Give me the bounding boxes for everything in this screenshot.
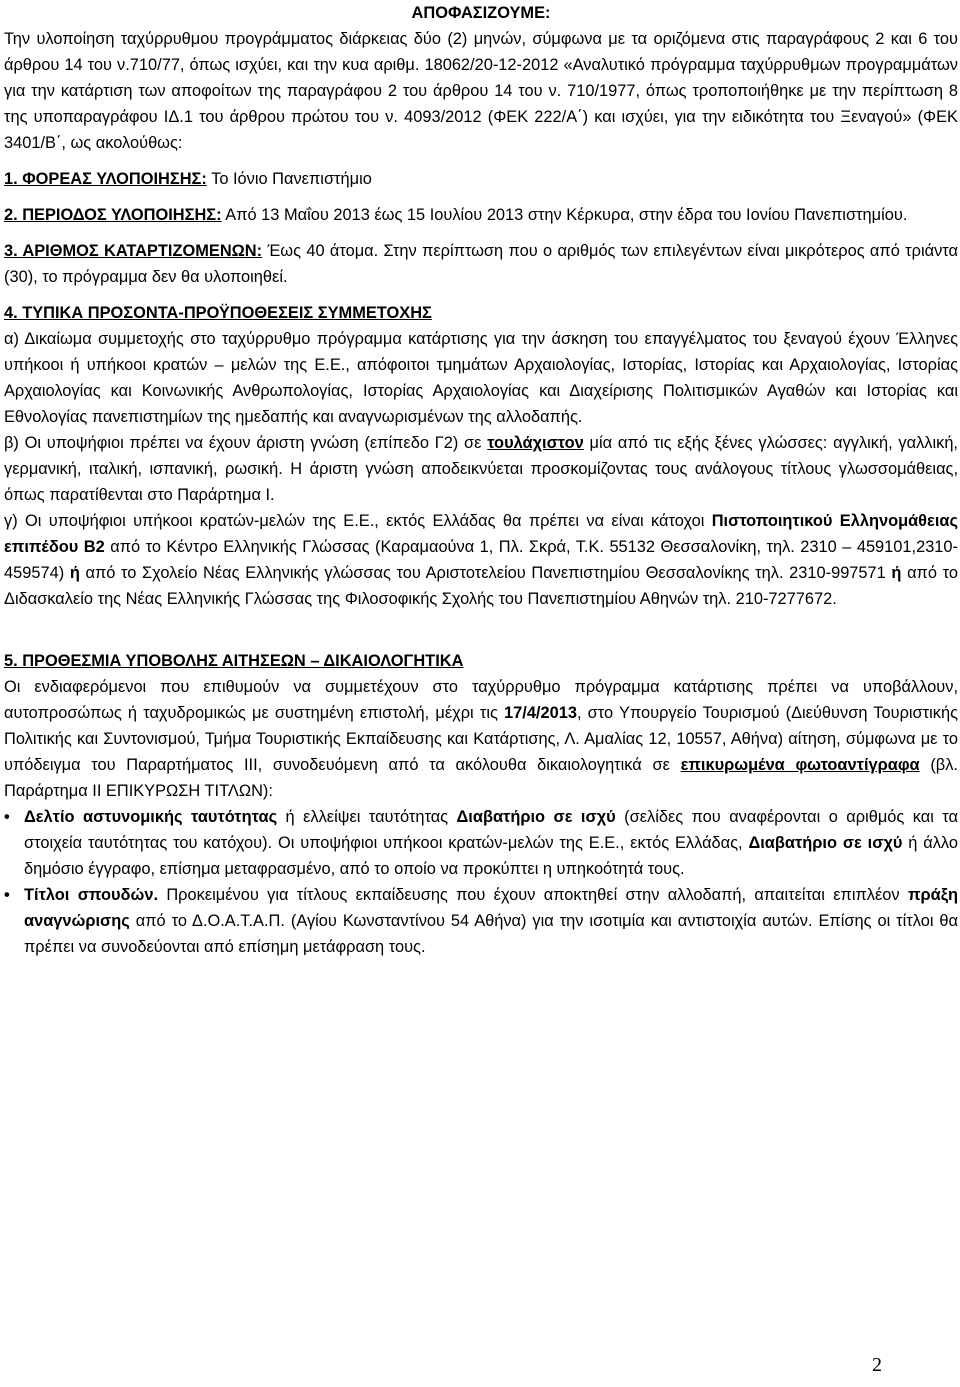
bullet-icon: • bbox=[4, 808, 10, 826]
bullet-icon: • bbox=[4, 886, 10, 904]
section-4-item-b: β) Οι υποψήφιοι πρέπει να έχουν άριστη γνώση (επίπεδο Γ2) σε τουλάχιστον μία από τις εξής ξένες γλώσσες: αγγλική, γαλλική, γερμανική, ιταλική, ισπανική, ρωσική. Η άριστη γνώση αποδεικνύεται προσκομίζοντας τους ανάλογους τίτλους γλωσσομάθειας, όπως παρατίθενται στο Παράρτημα Ι. bbox=[4, 434, 958, 504]
section-1-label: 1. ΦΟΡΕΑΣ ΥΛΟΠΟΙΗΣΗΣ: bbox=[4, 170, 207, 188]
section-3-text: Έως 40 άτομα. Στην περίπτωση που ο αριθμός των επιλεγέντων είναι μικρότερος από τριάντα (30), το πρόγραμμα δεν θα υλοποιηθεί. bbox=[4, 242, 958, 286]
section-4-heading bbox=[4, 300, 958, 326]
section-1-text: Το Ιόνιο Πανεπιστήμιο bbox=[206, 170, 372, 188]
section-4-item-c: γ) Οι υποψήφιοι υπήκοοι κρατών-μελών της Ε.Ε., εκτός Ελλάδας θα πρέπει να είναι κάτοχοι Πιστοποιητικού Ελληνομάθειας επιπέδου Β2 από το Κέντρο Ελληνικής Γλώσσας (Καραμαούνα 1, Πλ. Σκρά, Τ.Κ. 55132 Θεσσαλονίκη, τηλ. 2310 – 459101,2310-459574) ή από το Σχολείο Νέας Ελληνικής γλώσσας του Αριστοτελείου Πανεπιστημίου Θεσσαλονίκης τηλ. 2310-997571 ή από το Διδασκαλείο της Νέας Ελληνικής Γλώσσας της Φιλοσοφικής Σχολής του Πανεπιστημίου Αθηνών τηλ. 210-7277672. bbox=[4, 512, 958, 608]
emphasis-at-least: τουλάχιστον bbox=[487, 434, 584, 452]
bullet-item-degrees: • Τίτλοι σπουδών. Προκειμένου για τίτλους εκπαίδευσης που έχουν αποκτηθεί στην αλλοδαπή, απαιτείται επιπλέον πράξη αναγνώρισης από το Δ.Ο.Α.Τ.Α.Π. (Αγίου Κωνσταντίνου 54 Αθήνα) για την ισοτιμία και αντιστοιχία αυτών. Επίσης οι τίτλοι θα πρέπει να συνοδεύονται από επίσημη μετάφραση τους. bbox=[4, 882, 958, 960]
section-3-label: 3. ΑΡΙΘΜΟΣ ΚΑΤΑΡΤΙΖΟΜΕΝΩΝ: bbox=[4, 242, 263, 260]
certified-copies: επικυρωμένα φωτοαντίγραφα bbox=[680, 756, 920, 774]
page-number: 2 bbox=[872, 1354, 882, 1376]
deadline-date: 17/4/2013 bbox=[504, 704, 577, 722]
section-5-paragraph: Οι ενδιαφερόμενοι που επιθυμούν να συμμετέχουν στο ταχύρρυθμο πρόγραμμα κατάρτισης πρέπει να υποβάλλουν, αυτοπροσώπως ή ταχυδρομικώς με συστημένη επιστολή, μέχρι τις 17/4/2013, στο Υπουργείο Τουρισμού (Διεύθυνση Τουριστικής Πολιτικής και Συντονισμού, Τμήμα Τουριστικής Εκπαίδευσης και Κατάρτισης, Λ. Αμαλίας 12, 10557, Αθήνα) αίτηση, σύμφωνα με το υπόδειγμα του Παραρτήματος ΙΙΙ, συνοδευόμενη από τα ακόλουθα δικαιολογητικά σε επικυρωμένα φωτοαντίγραφα (βλ. Παράρτημα ΙΙ ΕΠΙΚΥΡΩΣΗ ΤΙΤΛΩΝ): bbox=[4, 678, 958, 800]
section-2-label: 2. ΠΕΡΙΟΔΟΣ ΥΛΟΠΟΙΗΣΗΣ: bbox=[4, 206, 222, 224]
certificate-name: Πιστοποιητικού Ελληνομάθειας επιπέδου Β2 bbox=[4, 512, 958, 556]
document-body bbox=[4, 0, 958, 960]
bullet-item-id: • Δελτίο αστυνομικής ταυτότητας ή ελλείψει ταυτότητας Διαβατήριο σε ισχύ (σελίδες που αναφέρονται ο αριθμός και τα στοιχεία ταυτότητας του κατόχου). Οι υποψήφιοι υπήκοοι κρατών-μελών της Ε.Ε., εκτός Ελλάδας, Διαβατήριο σε ισχύ ή άλλο δημόσιο έγγραφο, επίσημα μεταφρασμένο, από το οποίο να προκύπτει η υπηκοότητά τους. bbox=[4, 804, 958, 882]
section-2-text: Από 13 Μαΐου 2013 έως 15 Ιουλίου 2013 στην Κέρκυρα, στην έδρα του Ιονίου Πανεπιστημίου. bbox=[221, 206, 908, 224]
section-5-label: 5. ΠΡΟΘΕΣΜΙΑ ΥΠΟΒΟΛΗΣ ΑΙΤΗΣΕΩΝ – ΔΙΚΑΙΟΛΟΓΗΤΙΚΑ bbox=[4, 652, 464, 670]
section-1 bbox=[4, 166, 958, 192]
section-4-label: 4. ΤΥΠΙΚΑ ΠΡΟΣΟΝΤΑ-ΠΡΟΫΠΟΘΕΣΕΙΣ ΣΥΜΜΕΤΟΧΗΣ bbox=[4, 304, 432, 322]
section-4-item-a: α) Δικαίωμα συμμετοχής στο ταχύρρυθμο πρόγραμμα κατάρτισης για την άσκηση του επαγγέλματος του ξεναγού έχουν Έλληνες υπήκοοι ή υπήκοοι κρατών – μελών της Ε.Ε., απόφοιτοι τμημάτων Αρχαιολογίας, Ιστορίας, Ιστορίας και Αρχαιολογίας, Ιστορίας Αρχαιολογίας και Κοινωνικής Ανθρωπολογίας, Ιστορίας Αρχαιολογίας και Διαχείρισης Πολιτισμικών Αγαθών και Ιστορίας και Εθνολογίας πανεπιστημίων της ημεδαπής και αναγνωρισμένων της αλλοδαπής. bbox=[4, 330, 958, 426]
intro-paragraph: Την υλοποίηση ταχύρρυθμου προγράμματος διάρκειας δύο (2) μηνών, σύμφωνα με τα οριζόμενα στις παραγράφους 2 και 6 του άρθρου 14 του ν.710/77, όπως ισχύει, και την κυα αριθμ. 18062/20-12-2012 «Αναλυτικό πρόγραμμα ταχύρρυθμων προγραμμάτων για την κατάρτιση των αποφοίτων της παραγράφου 2 του άρθρου 14 του ν. 710/1977, όπως τροποποιήθηκε με την περίπτωση 8 της υποπαραγράφου ΙΔ.1 του άρθρου πρώτου του ν. 4093/2012 (ΦΕΚ 222/Α΄) και ισχύει, για την ειδικότητα του Ξεναγού» (ΦΕΚ 3401/Β΄, ως ακολούθως: bbox=[4, 30, 958, 152]
section-5-heading bbox=[4, 648, 958, 674]
decision-heading: ΑΠΟΦΑΣΙΖΟΥΜΕ: bbox=[411, 4, 551, 22]
section-2 bbox=[4, 202, 958, 228]
section-3 bbox=[4, 238, 958, 290]
